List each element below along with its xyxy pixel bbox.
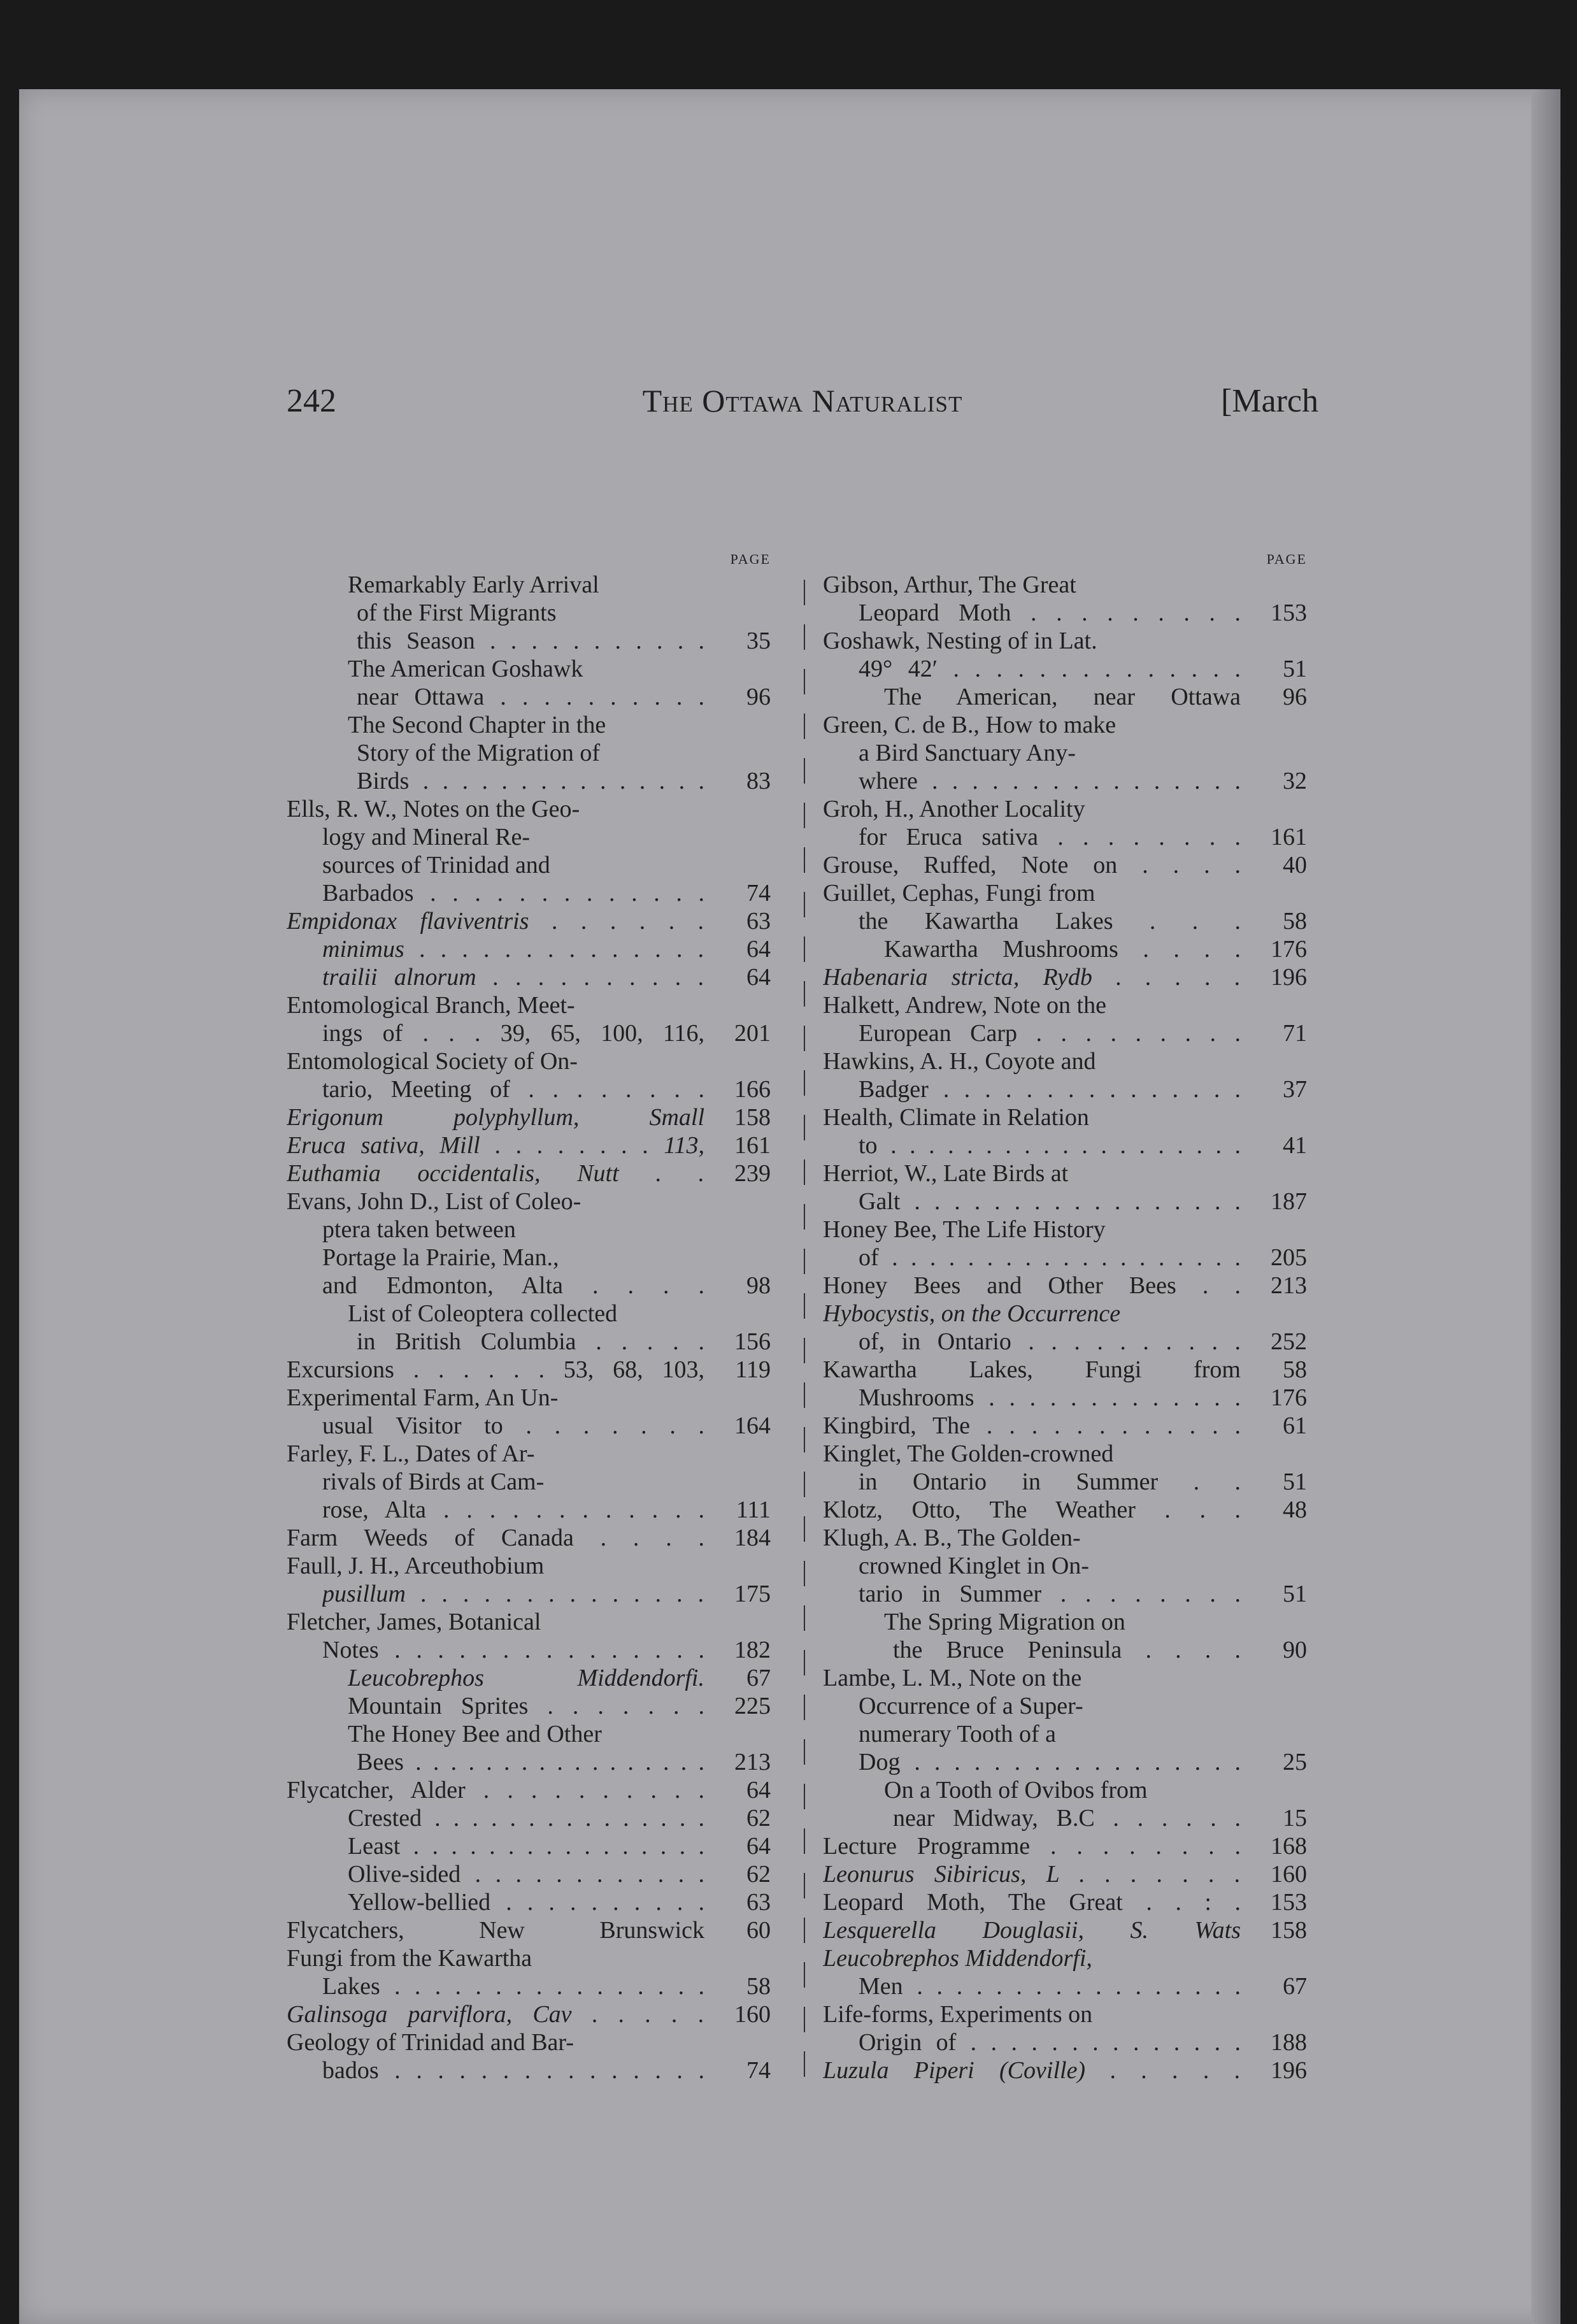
index-entry	[823, 1075, 1307, 1103]
index-entry-text: Faull, J. H., Arceuthobium	[287, 1553, 545, 1579]
index-entry	[287, 907, 771, 935]
index-entry-page: 188	[1271, 2029, 1307, 2056]
index-entry	[823, 1272, 1307, 1300]
index-entry-page: 184	[734, 1524, 771, 1551]
index-entry-page: 225	[734, 1693, 771, 1719]
index-entry	[823, 1047, 1307, 1075]
index-entry	[287, 1860, 771, 1888]
index-entry-text: in British Columbia . . . . .	[357, 1328, 704, 1355]
index-entry-text: Groh, H., Another Locality	[823, 796, 1085, 822]
index-entry-page: 156	[734, 1328, 771, 1355]
index-entry	[823, 1860, 1307, 1888]
index-entry-text: Galinsoga parviflora, Cav . . . . .	[287, 2001, 704, 2028]
index-entry	[823, 2056, 1307, 2084]
index-entry	[287, 1944, 771, 1972]
index-entry-page: 96	[746, 684, 771, 710]
index-entry-text: Mushrooms . . . . . . . . . . . . .	[859, 1384, 1241, 1411]
index-entry	[287, 1272, 771, 1300]
index-entry-text: Grouse, Ruffed, Note on . . . .	[823, 852, 1241, 879]
index-column-right	[823, 548, 1307, 2084]
index-entry-text: the Bruce Peninsula . . . .	[893, 1637, 1241, 1663]
index-entry	[823, 1748, 1307, 1776]
index-entry-text: Dog . . . . . . . . . . . . . . . . .	[859, 1749, 1241, 1775]
index-entry-text: Badger . . . . . . . . . . . . . . .	[859, 1076, 1241, 1103]
index-entry-text: Leopard Moth, The Great . . : .	[823, 1889, 1241, 1916]
index-entry-page: 187	[1271, 1188, 1307, 1215]
index-entry-page: 213	[1271, 1272, 1307, 1299]
index-entry	[287, 1692, 771, 1720]
index-entry	[287, 1047, 771, 1075]
index-entry-text: European Carp . . . . . . . . .	[859, 1020, 1241, 1047]
index-entry	[823, 1300, 1307, 1328]
index-entry	[287, 823, 771, 851]
index-entry-text: Flycatcher, Alder . . . . . . . . . .	[287, 1777, 704, 1804]
index-entry	[287, 1412, 771, 1440]
index-entry-text: Herriot, W., Late Birds at	[823, 1160, 1069, 1187]
index-entry-text: Klotz, Otto, The Weather . . .	[823, 1496, 1241, 1523]
index-entry-page: 175	[734, 1581, 771, 1607]
index-entry-text: Fungi from the Kawartha	[287, 1945, 532, 1972]
index-entry-page: 74	[746, 880, 771, 907]
column-heading-page: PAGE	[1266, 551, 1307, 567]
index-entry	[823, 1019, 1307, 1047]
index-entry-text: Kawartha Mushrooms . . . .	[884, 936, 1241, 963]
index-entry-text: Entomological Branch, Meet-	[287, 992, 575, 1019]
index-entry	[823, 935, 1307, 963]
index-entry-page: 51	[1283, 656, 1307, 682]
index-entry-text: Farm Weeds of Canada . . . .	[287, 1524, 704, 1551]
index-entry	[287, 1720, 771, 1748]
index-entry-text: Galt . . . . . . . . . . . . . . . . .	[859, 1188, 1241, 1215]
index-entry-page: 168	[1271, 1833, 1307, 1860]
index-entry-text: this Season . . . . . . . . . . .	[357, 628, 704, 654]
index-entry-text: Geology of Trinidad and Bar-	[287, 2029, 574, 2056]
index-entry	[823, 1580, 1307, 1608]
index-entry	[823, 1972, 1307, 2000]
index-entry	[823, 1636, 1307, 1664]
index-entry-page: 153	[1271, 599, 1307, 626]
index-entry-text: Occurrence of a Super-	[859, 1693, 1083, 1719]
index-entry-text: Goshawk, Nesting of in Lat.	[823, 628, 1097, 654]
index-entry	[823, 1412, 1307, 1440]
index-entry	[287, 1384, 771, 1412]
index-entry-text: 49° 42′ . . . . . . . . . . . . . .	[859, 656, 1241, 682]
index-entry-text: the Kawartha Lakes . . .	[859, 908, 1241, 935]
index-entry-page: 160	[1271, 1861, 1307, 1888]
index-entry	[823, 571, 1307, 599]
index-entry	[823, 1664, 1307, 1692]
index-entry	[823, 599, 1307, 627]
index-entry	[823, 711, 1307, 739]
index-entry-page: 90	[1283, 1637, 1307, 1663]
index-entry-page: 63	[746, 1889, 771, 1916]
index-entry	[823, 1131, 1307, 1159]
index-entry-text: Klugh, A. B., The Golden-	[823, 1524, 1081, 1551]
index-entry	[287, 571, 771, 599]
index-entry	[287, 599, 771, 627]
index-entry-text: Life-forms, Experiments on	[823, 2001, 1093, 2028]
index-entry	[823, 1216, 1307, 1244]
index-entry	[287, 963, 771, 991]
index-entry	[823, 1468, 1307, 1496]
index-entry-page: 63	[746, 908, 771, 935]
index-entry-text: in Ontario in Summer . .	[859, 1468, 1241, 1495]
index-entry-page: 182	[734, 1637, 771, 1663]
index-entry-text: Honey Bees and Other Bees . .	[823, 1272, 1241, 1299]
index-entry-page: 48	[1283, 1496, 1307, 1523]
index-entry	[823, 963, 1307, 991]
index-entry-page: 119	[735, 1356, 771, 1383]
index-entry-page: 161	[734, 1132, 771, 1159]
index-entry-page: 161	[1271, 824, 1307, 850]
index-entry	[287, 2000, 771, 2028]
index-entry	[287, 1524, 771, 1552]
index-entry-text: Erigonum polyphyllum, Small	[287, 1104, 704, 1131]
index-entry-text: trailii alnorum . . . . . . . . . .	[322, 964, 704, 991]
index-column-left	[287, 548, 771, 2084]
index-entry	[823, 739, 1307, 767]
index-entry	[823, 1159, 1307, 1187]
index-entry-page: 166	[734, 1076, 771, 1103]
index-entry	[287, 1804, 771, 1832]
running-header	[287, 382, 1318, 433]
index-entry	[823, 1524, 1307, 1552]
index-entry	[823, 795, 1307, 823]
index-entry	[823, 1692, 1307, 1720]
index-entry	[823, 879, 1307, 907]
page-number: 242	[287, 383, 336, 419]
index-entry	[287, 2028, 771, 2056]
index-entry	[287, 1159, 771, 1187]
index-entry-text: Health, Climate in Relation	[823, 1104, 1089, 1131]
index-entry	[823, 767, 1307, 795]
index-entry	[287, 1748, 771, 1776]
index-entry	[287, 1468, 771, 1496]
index-entry-text: Lambe, L. M., Note on the	[823, 1665, 1082, 1691]
index-entry-page: 71	[1283, 1020, 1307, 1047]
journal-title: The Ottawa Naturalist	[642, 383, 963, 419]
page-edge	[1531, 89, 1560, 2324]
index-entry	[287, 1187, 771, 1216]
index-entry	[287, 711, 771, 739]
index-entry-page: 205	[1271, 1244, 1307, 1271]
index-entry-page: 252	[1271, 1328, 1307, 1355]
index-entry-text: near Ottawa . . . . . . . . . .	[357, 684, 704, 710]
index-entry-text: Kingbird, The . . . . . . . . . . . .	[823, 1412, 1241, 1439]
index-entry-page: 62	[746, 1805, 771, 1832]
index-entry-page: 213	[734, 1749, 771, 1775]
index-entry-text: Origin of . . . . . . . . . . . . . .	[859, 2029, 1241, 2056]
index-entry-text: Hybocystis, on the Occurrence	[823, 1300, 1121, 1327]
index-entry-page: 51	[1283, 1581, 1307, 1607]
index-entry-page: 58	[1283, 908, 1307, 935]
index-entry-text: of, in Ontario . . . . . . . . . .	[859, 1328, 1241, 1355]
index-entry-page: 62	[746, 1861, 771, 1888]
index-entry	[287, 1496, 771, 1524]
index-entry	[823, 655, 1307, 683]
index-entry	[287, 767, 771, 795]
index-entry	[287, 1916, 771, 1944]
index-entry-text: a Bird Sanctuary Any-	[859, 740, 1076, 766]
index-entry	[823, 1608, 1307, 1636]
index-entry-text: Lakes . . . . . . . . . . . . . . . .	[322, 1973, 704, 2000]
index-entry-text: The Spring Migration on	[884, 1609, 1125, 1635]
index-entry-text: The American, near Ottawa	[884, 684, 1241, 710]
index-entry-text: Entomological Society of On-	[287, 1048, 578, 1075]
index-entry	[287, 1776, 771, 1804]
index-entry-text: Experimental Farm, An Un-	[287, 1384, 559, 1411]
index-entry-text: of . . . . . . . . . . . . . . . . . . .	[859, 1244, 1241, 1271]
index-entry	[287, 1580, 771, 1608]
index-entry-page: 98	[746, 1272, 771, 1299]
index-entry	[287, 1636, 771, 1664]
index-entry	[287, 1216, 771, 1244]
index-entry-text: Guillet, Cephas, Fungi from	[823, 880, 1095, 907]
index-entry	[287, 1075, 771, 1103]
index-entry-text: Euthamia occidentalis, Nutt . .	[287, 1160, 704, 1187]
index-entry-text: logy and Mineral Re-	[322, 824, 531, 850]
index-entry	[823, 1356, 1307, 1384]
index-entry-text: to . . . . . . . . . . . . . . . . . . .	[859, 1132, 1241, 1159]
index-entry-text: Bees . . . . . . . . . . . . . . . . .	[357, 1749, 704, 1775]
index-entry-text: Remarkably Early Arrival	[348, 571, 599, 598]
index-entry	[823, 1888, 1307, 1916]
index-entry-text: Leopard Moth . . . . . . . . .	[859, 599, 1241, 626]
index-entry	[823, 627, 1307, 655]
index-entry	[287, 1019, 771, 1047]
index-entry-page: 67	[1283, 1973, 1307, 2000]
index-entry-text: Empidonax flaviventris . . . . . .	[287, 908, 704, 935]
index-entry-text: Hawkins, A. H., Coyote and	[823, 1048, 1096, 1075]
index-entry-page: 64	[746, 964, 771, 991]
index-entry-page: 160	[734, 2001, 771, 2028]
index-entry	[287, 1664, 771, 1692]
index-entry-text: Halkett, Andrew, Note on the	[823, 992, 1106, 1019]
index-entry-page: 196	[1271, 2057, 1307, 2084]
index-entry-text: Luzula Piperi (Coville) . . . . .	[823, 2057, 1241, 2084]
index-entry	[823, 1384, 1307, 1412]
index-entry-text: Evans, John D., List of Coleo-	[287, 1188, 582, 1215]
index-entries-left	[287, 571, 771, 2084]
index-entry	[287, 795, 771, 823]
index-entry-text: Barbados . . . . . . . . . . . . .	[322, 880, 704, 907]
issue-month: [March	[1220, 383, 1318, 419]
index-entry-text: Olive-sided . . . . . . . . . . . .	[348, 1861, 704, 1888]
index-entry	[287, 2056, 771, 2084]
index-entry-text: Lesquerella Douglasii, S. Wats	[823, 1917, 1241, 1944]
index-entry	[287, 1131, 771, 1159]
index-entry	[287, 683, 771, 711]
index-entry-text: crowned Kinglet in On-	[859, 1553, 1089, 1579]
index-entry-text: The American Goshawk	[348, 656, 583, 682]
index-entry	[823, 823, 1307, 851]
index-entry-page: 111	[736, 1496, 771, 1523]
index-entry-text: Kinglet, The Golden-crowned	[823, 1440, 1114, 1467]
index-entry	[823, 1103, 1307, 1131]
index-entry-page: 51	[1283, 1468, 1307, 1495]
index-entry	[287, 1328, 771, 1356]
index-entry-text: rivals of Birds at Cam-	[322, 1468, 545, 1495]
index-entry-page: 67	[746, 1665, 771, 1691]
index-entry	[823, 1552, 1307, 1580]
index-entry	[287, 1552, 771, 1580]
column-divider	[804, 580, 805, 2083]
index-entry-text: Gibson, Arthur, The Great	[823, 571, 1076, 598]
index-entry-text: Mountain Sprites . . . . . . .	[348, 1693, 704, 1719]
index-entry	[823, 991, 1307, 1019]
index-entry-text: minimus . . . . . . . . . . . . . .	[322, 936, 704, 963]
index-entry-text: numerary Tooth of a	[859, 1721, 1057, 1747]
index-entry-text: where . . . . . . . . . . . . . . . .	[859, 768, 1241, 794]
index-entry-text: Leucobrephos Middendorfi.	[348, 1665, 704, 1691]
index-entry-text: Fletcher, James, Botanical	[287, 1609, 541, 1635]
index-entry-page: 74	[746, 2057, 771, 2084]
index-entry	[287, 1103, 771, 1131]
index-entry-page: 176	[1271, 936, 1307, 963]
index-entry-page: 15	[1283, 1805, 1307, 1832]
index-entry-text: Crested . . . . . . . . . . . . . . .	[348, 1805, 704, 1832]
index-entry-text: Yellow-bellied . . . . . . . . . .	[348, 1889, 704, 1916]
index-entry-text: Lecture Programme . . . . . . . .	[823, 1833, 1241, 1860]
index-entry-text: pusillum . . . . . . . . . . . . . .	[322, 1581, 704, 1607]
index-entry-page: 61	[1283, 1412, 1307, 1439]
index-entry-page: 35	[746, 628, 771, 654]
index-entry	[823, 1916, 1307, 1944]
index-entry-page: 176	[1271, 1384, 1307, 1411]
index-entry	[287, 1888, 771, 1916]
index-entry	[287, 655, 771, 683]
index-entry	[823, 1328, 1307, 1356]
document-page	[19, 89, 1560, 2324]
index-entry-text: Least . . . . . . . . . . . . . . . .	[348, 1833, 704, 1860]
index-entry-text: Leucobrephos Middendorfi,	[823, 1945, 1092, 1972]
index-entry	[287, 1356, 771, 1384]
index-entry	[823, 2028, 1307, 2056]
index-entry-text: and Edmonton, Alta . . . .	[322, 1272, 704, 1299]
index-entry	[287, 991, 771, 1019]
index-entry-page: 64	[746, 1833, 771, 1860]
index-entry	[823, 1720, 1307, 1748]
index-entry-text: near Midway, B.C . . . . . .	[893, 1805, 1241, 1832]
index-entry-text: The Second Chapter in the	[348, 712, 606, 738]
index-entry-text: Ells, R. W., Notes on the Geo-	[287, 796, 580, 822]
index-entry	[823, 1244, 1307, 1272]
index-entry-text: Honey Bee, The Life History	[823, 1216, 1106, 1243]
index-entry-page: 64	[746, 936, 771, 963]
index-entry-text: Notes . . . . . . . . . . . . . . .	[322, 1637, 704, 1663]
index-entry-text: ptera taken between	[322, 1216, 516, 1243]
index-entry-text: tario, Meeting of . . . . . . . .	[322, 1076, 704, 1103]
index-entry	[287, 1608, 771, 1636]
index-entry-page: 25	[1283, 1749, 1307, 1775]
index-entry	[287, 1440, 771, 1468]
index-entry-page: 239	[734, 1160, 771, 1187]
index-entry	[287, 879, 771, 907]
index-entry	[823, 1832, 1307, 1860]
index-entry-text: Green, C. de B., How to make	[823, 712, 1117, 738]
index-entry-text: Farley, F. L., Dates of Ar-	[287, 1440, 535, 1467]
index-entry-text: Birds . . . . . . . . . . . . . . .	[357, 768, 704, 794]
index-entry-page: 164	[734, 1412, 771, 1439]
index-entry-page: 153	[1271, 1889, 1307, 1916]
index-entry-page: 58	[746, 1973, 771, 2000]
index-entry	[823, 683, 1307, 711]
index-entry	[287, 1300, 771, 1328]
index-entry-text: The Honey Bee and Other	[348, 1721, 602, 1747]
index-entry-page: 158	[734, 1104, 771, 1131]
index-entry-text: List of Coleoptera collected	[348, 1300, 618, 1327]
index-entry-text: Leonurus Sibiricus, L . . . . . . .	[823, 1861, 1241, 1888]
index-entry	[823, 2000, 1307, 2028]
index-entry-page: 37	[1283, 1076, 1307, 1103]
index-entry	[823, 907, 1307, 935]
index-entry-page: 196	[1271, 964, 1307, 991]
index-entry-text: rose, Alta . . . . . . . . . . . .	[322, 1496, 704, 1523]
index-entry-page: 41	[1283, 1132, 1307, 1159]
index-entry-page: 201	[734, 1020, 771, 1047]
index-entries-right	[823, 571, 1307, 2084]
index-entry-text: bados . . . . . . . . . . . . . . .	[322, 2057, 704, 2084]
index-entry	[823, 1187, 1307, 1216]
index-entry	[287, 627, 771, 655]
index-entry-text: sources of Trinidad and	[322, 852, 550, 879]
index-entry-page: 32	[1283, 768, 1307, 794]
index-entry	[823, 1776, 1307, 1804]
index-entry-text: Kawartha Lakes, Fungi from	[823, 1356, 1241, 1383]
index-entry-text: usual Visitor to . . . . . . .	[322, 1412, 704, 1439]
index-entry-page: 60	[746, 1917, 771, 1944]
index-entry-text: Excursions . . . . . . 53, 68, 103,	[287, 1356, 704, 1383]
column-heading-page: PAGE	[730, 551, 771, 567]
index-entry-text: On a Tooth of Ovibos from	[884, 1777, 1148, 1804]
index-entry	[287, 935, 771, 963]
index-entry	[287, 1244, 771, 1272]
index-entry	[823, 1496, 1307, 1524]
index-entry-text: tario in Summer . . . . . . . .	[859, 1581, 1241, 1607]
index-entry	[287, 739, 771, 767]
index-entry	[287, 851, 771, 879]
index-entry	[823, 851, 1307, 879]
index-entry-page: 58	[1283, 1356, 1307, 1383]
index-entry	[287, 1972, 771, 2000]
index-entry-page: 40	[1283, 852, 1307, 879]
index-entry	[823, 1440, 1307, 1468]
index-entry	[287, 1832, 771, 1860]
index-entry-text: Habenaria stricta, Rydb . . . . .	[823, 964, 1241, 991]
index-entry-text: ings of . . . 39, 65, 100, 116,	[322, 1020, 704, 1047]
index-entry-text: Eruca sativa, Mill . . . . . . . . 113,	[287, 1132, 704, 1159]
index-entry-text: of the First Migrants	[357, 599, 557, 626]
index-entry-text: for Eruca sativa . . . . . . . .	[859, 824, 1241, 850]
index-entry-page: 158	[1271, 1917, 1307, 1944]
index-entry-text: Story of the Migration of	[357, 740, 601, 766]
index-entry-text: Flycatchers, New Brunswick	[287, 1917, 704, 1944]
index-entry-page: 64	[746, 1777, 771, 1804]
index-entry-text: Men . . . . . . . . . . . . . . . . .	[859, 1973, 1241, 2000]
index-entry-page: 83	[746, 768, 771, 794]
index-entry	[823, 1944, 1307, 1972]
index-entry-text: Portage la Prairie, Man.,	[322, 1244, 559, 1271]
index-entry-page: 96	[1283, 684, 1307, 710]
index-entry	[823, 1804, 1307, 1832]
